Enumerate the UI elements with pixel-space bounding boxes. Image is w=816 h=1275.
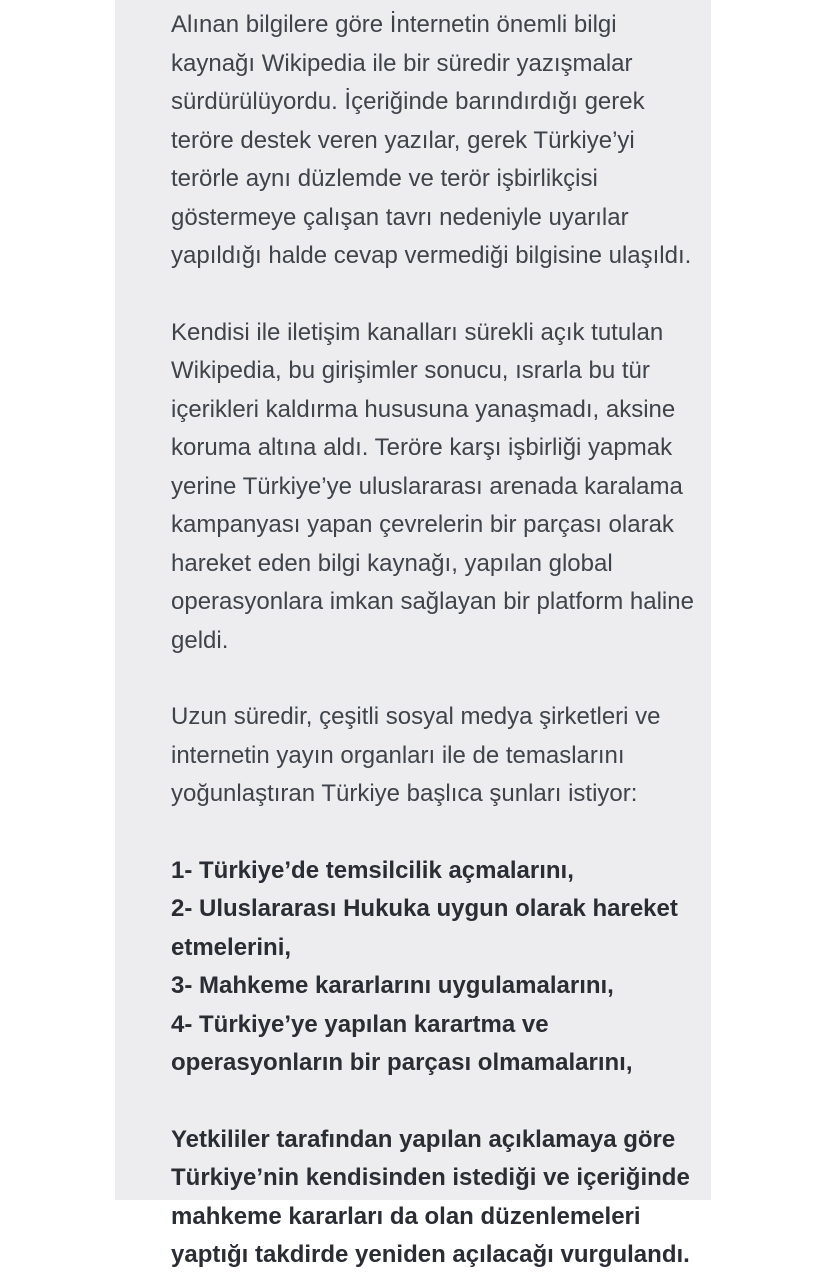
- paragraph-3: [171, 698, 731, 814]
- text-line: yoğunlaştıran Türkiye başlıca şunları istiyor:: [171, 780, 638, 807]
- text-line: mahkeme kararları da olan düzenlemeleri: [171, 1202, 641, 1230]
- text-line: yaptığı takdirde yeniden açılacağı vurgulandı.: [171, 1241, 690, 1268]
- demand-item: 4- Türkiye’ye yapılan karartma ve: [171, 1010, 549, 1038]
- text-line: Türkiye’nin kendisinden istediği ve içeriğinde: [171, 1164, 690, 1191]
- paragraph-gap: [171, 276, 731, 314]
- text-line: koruma altına aldı. Teröre karşı işbirliği yapmak: [171, 434, 673, 461]
- paragraph-2: [171, 314, 731, 661]
- demand-item: operasyonların bir parçası olmamalarını,: [171, 1049, 633, 1076]
- text-line: hareket eden bilgi kaynağı, yapılan global: [171, 549, 613, 577]
- demand-item: 2- Uluslararası Hukuka uygun olarak hareket: [171, 895, 678, 922]
- text-line: geldi.: [171, 626, 229, 654]
- demand-item: 1- Türkiye’de temsilcilik açmalarını,: [171, 856, 574, 884]
- text-line: Kendisi ile iletişim kanalları sürekli açık tutulan: [171, 318, 664, 346]
- conclusion-paragraph: [171, 1121, 731, 1275]
- text-line: terörle aynı düzlemde ve terör işbirlikçisi: [171, 165, 598, 192]
- text-line: içerikleri kaldırma hususuna yanaşmadı, aksine: [171, 395, 676, 423]
- text-line: kampanyası yapan çevrelerin bir parçası olarak: [171, 511, 674, 538]
- paragraph-1: [171, 6, 731, 276]
- text-line: internetin yayın organları ile de temaslarını: [171, 741, 625, 769]
- text-line: Uzun süredir, çeşitli sosyal medya şirketleri ve: [171, 703, 661, 730]
- paragraph-gap: [171, 1083, 731, 1121]
- text-line: operasyonlara imkan sağlayan bir platform haline: [171, 588, 694, 615]
- text-line: kaynağı Wikipedia ile bir süredir yazışmalar: [171, 49, 633, 77]
- text-line: teröre destek veren yazılar, gerek Türkiye’yi: [171, 126, 635, 154]
- demands-list: [171, 852, 731, 1083]
- text-line: göstermeye çalışan tavrı nedeniyle uyarılar: [171, 203, 629, 231]
- text-line: Alınan bilgilere göre İnternetin önemli bilgi: [171, 11, 617, 38]
- text-line: Yetkililer tarafından yapılan açıklamaya göre: [171, 1125, 676, 1153]
- demand-item: 3- Mahkeme kararlarını uygulamalarını,: [171, 972, 614, 999]
- text-line: yerine Türkiye’ye uluslararası arenada karalama: [171, 472, 683, 500]
- text-line: Wikipedia, bu girişimler sonucu, ısrarla bu tür: [171, 357, 650, 384]
- paragraph-gap: [171, 660, 731, 698]
- paragraph-gap: [171, 814, 731, 852]
- article-body: [171, 6, 731, 1275]
- text-line: sürdürülüyordu. İçeriğinde barındırdığı gerek: [171, 88, 645, 115]
- text-line: yapıldığı halde cevap vermediği bilgisine ulaşıldı.: [171, 242, 692, 269]
- demand-item: etmelerini,: [171, 933, 292, 961]
